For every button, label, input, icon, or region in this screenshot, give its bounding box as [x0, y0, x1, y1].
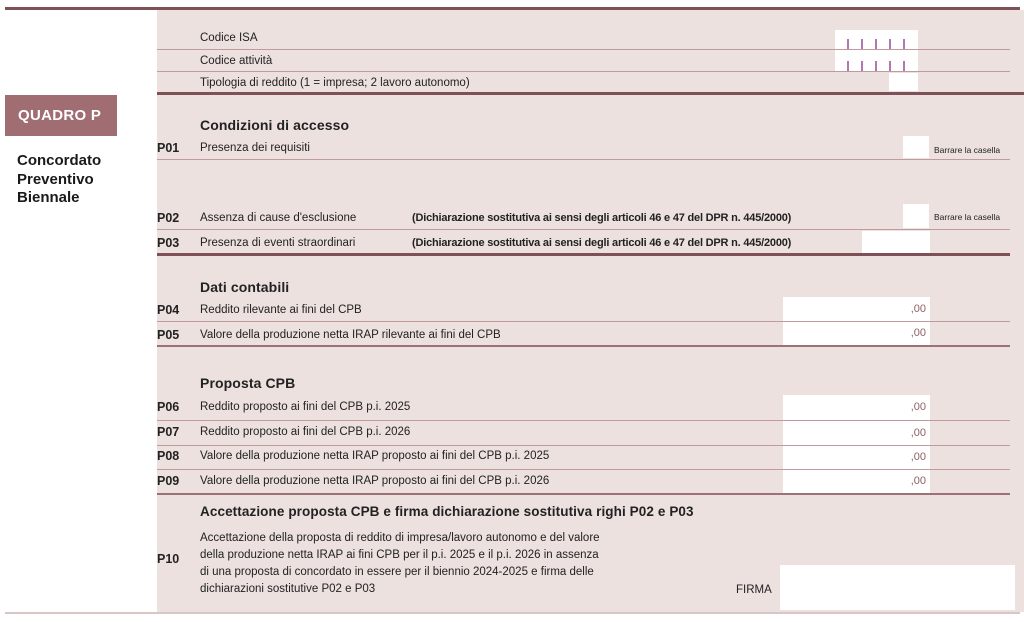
quadro-p-label: QUADRO P [18, 107, 102, 124]
codice-isa-label: Codice ISA [200, 32, 258, 44]
row-code-p03: P03 [157, 236, 180, 250]
p05-value-field[interactable]: ,00 [783, 322, 930, 345]
comb-tick [847, 39, 849, 49]
comb-tick [861, 61, 863, 71]
codice-attivita-label: Codice attività [200, 55, 273, 67]
p10-description-line: di una proposta di concordato in essere per il biennio 2024-2025 e firma delle [200, 566, 594, 578]
row-code-p04: P04 [157, 303, 180, 317]
comb-tick [847, 61, 849, 71]
section-end-rule [157, 253, 1010, 256]
separator-line [157, 49, 1010, 50]
p10-description-line: della produzione netta IRAP ai fini CPB per il p.i. 2025 e il p.i. 2026 in assenza [200, 549, 599, 561]
section-divider-rule [157, 92, 1024, 95]
sidebar-title-line: Concordato [17, 152, 102, 169]
p10-description-line: Accettazione della proposta di reddito di impresa/lavoro autonomo e del valore [200, 532, 600, 544]
row-label-p09: Valore della produzione netta IRAP proposto ai fini del CPB p.i. 2026 [200, 475, 550, 487]
p04-value-field[interactable]: ,00 [783, 297, 930, 321]
sidebar-title-line: Biennale [17, 189, 80, 206]
p09-value-field[interactable]: ,00 [783, 470, 930, 493]
comb-tick [861, 39, 863, 49]
row-note-p03: (Dichiarazione sostitutiva ai sensi degli articoli 46 e 47 del DPR n. 445/2000) [412, 237, 792, 249]
comb-tick [875, 61, 877, 71]
sidebar-title [17, 152, 101, 208]
tipologia-reddito-field[interactable] [889, 73, 918, 91]
p02-checkbox-hint: Barrare la casella [934, 212, 1001, 222]
p01-checkbox[interactable] [903, 136, 929, 158]
row-label-p05: Valore della produzione netta IRAP rilevante ai fini del CPB [200, 329, 501, 341]
comb-tick [889, 39, 891, 49]
section-title-condizioni: Condizioni di accesso [200, 117, 350, 133]
row-label-p08: Valore della produzione netta IRAP proposto ai fini del CPB p.i. 2025 [200, 450, 550, 462]
comb-tick [875, 39, 877, 49]
row-label-p03: Presenza di eventi straordinari [200, 237, 356, 249]
comb-tick [903, 39, 905, 49]
row-code-p02: P02 [157, 211, 180, 225]
row-code-p08: P08 [157, 449, 180, 463]
tipologia-reddito-label: Tipologia di reddito (1 = impresa; 2 lavoro autonomo) [200, 77, 470, 89]
comb-tick [889, 61, 891, 71]
firma-signature-field[interactable] [780, 565, 1015, 610]
row-code-p01: P01 [157, 141, 180, 155]
row-code-p09: P09 [157, 474, 180, 488]
sidebar-title-line: Preventivo [17, 170, 94, 188]
row-code-p06: P06 [157, 400, 180, 414]
separator-line [157, 159, 1010, 160]
p01-checkbox-hint: Barrare la casella [934, 145, 1001, 155]
section-title-dati-contabili: Dati contabili [200, 279, 290, 295]
section-end-line [157, 345, 1010, 347]
firma-label: FIRMA [736, 584, 772, 596]
row-note-p02: (Dichiarazione sostitutiva ai sensi degli articoli 46 e 47 del DPR n. 445/2000) [412, 212, 792, 224]
quadro-p-tab [5, 95, 117, 136]
row-label-p06: Reddito proposto ai fini del CPB p.i. 2025 [200, 401, 411, 413]
separator-line [157, 71, 1010, 72]
row-code-p07: P07 [157, 425, 180, 439]
p02-checkbox[interactable] [903, 204, 929, 228]
row-label-p02: Assenza di cause d'esclusione [200, 212, 357, 224]
p06-value-field[interactable]: ,00 [783, 395, 930, 420]
p10-description [200, 530, 600, 598]
p08-value-field[interactable]: ,00 [783, 446, 930, 469]
p10-description-line: dichiarazioni sostitutive P02 e P03 [200, 583, 376, 595]
section-end-line [157, 493, 1010, 495]
row-label-p04: Reddito rilevante ai fini del CPB [200, 304, 362, 316]
separator-line [157, 229, 1010, 230]
p07-value-field[interactable]: ,00 [783, 421, 930, 445]
section-title-proposta: Proposta CPB [200, 375, 296, 391]
bottom-rule [5, 612, 1020, 614]
row-code-p05: P05 [157, 328, 180, 342]
row-label-p07: Reddito proposto ai fini del CPB p.i. 2026 [200, 426, 411, 438]
comb-tick [903, 61, 905, 71]
row-label-p01: Presenza dei requisiti [200, 142, 310, 154]
p03-field[interactable] [862, 231, 930, 253]
row-code-p10: P10 [157, 552, 180, 566]
section-title-accettazione: Accettazione proposta CPB e firma dichiarazione sostitutiva righi P02 e P03 [200, 504, 694, 519]
top-rule [5, 7, 1020, 10]
